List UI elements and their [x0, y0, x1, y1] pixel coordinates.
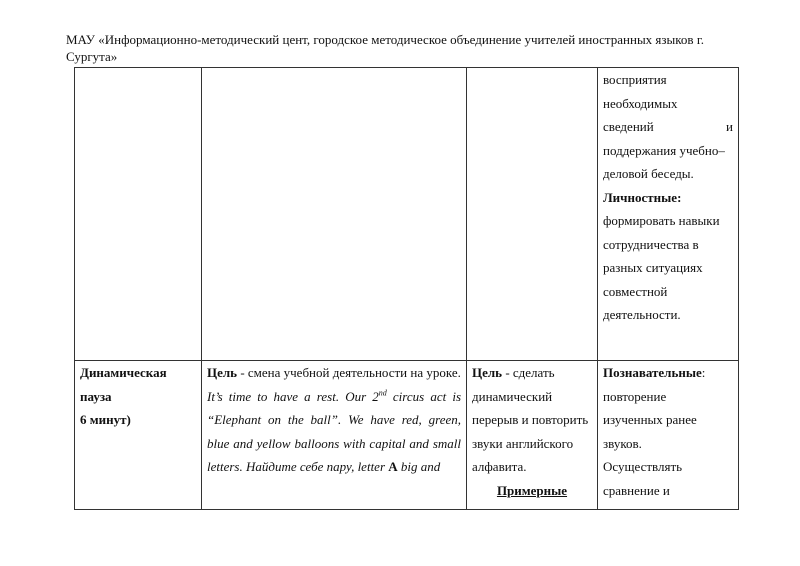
examples-label: Примерные	[496, 482, 568, 498]
text-line: сведений и	[603, 119, 733, 134]
letter-a: A	[388, 459, 398, 474]
table-row	[75, 68, 739, 361]
stage-cell	[75, 361, 202, 510]
goal-cell	[467, 68, 598, 361]
text-line: сравнение и	[603, 482, 670, 498]
activity-text: circus act is “Elephant on the ball”. We have red, green, blue and yellow balloons with capital and small letters. Найдите себе пару, letter	[207, 388, 461, 474]
table-row	[75, 361, 739, 510]
goal-label: Цель	[207, 365, 238, 380]
ordinal-suffix: nd	[378, 388, 387, 398]
personal-skills-label: Личностные:	[603, 189, 682, 205]
content-cell	[202, 361, 467, 510]
text-line: совместной	[603, 283, 668, 299]
skills-cell	[598, 361, 739, 510]
text-line: необходимых	[603, 95, 678, 111]
text-line: сотрудничества в	[603, 236, 699, 252]
activity-text: It’s time to have a rest. Our 2	[207, 388, 379, 404]
stage-title: пауза	[80, 388, 112, 404]
goal-text: - смена учебной деятельности на уроке.	[237, 365, 461, 380]
header-line-1: МАУ «Информационно-методический цент, городское методическое объединение учителей иностранных языков г.	[66, 32, 704, 47]
lesson-plan-table	[74, 67, 739, 510]
stage-title: Динамическая	[80, 365, 167, 380]
document-header	[66, 31, 746, 65]
stage-duration: 6 минут)	[80, 412, 131, 427]
text-line: Осуществлять	[603, 459, 683, 474]
colon: :	[701, 365, 706, 380]
stage-cell	[75, 68, 202, 361]
text-line: разных ситуациях	[603, 260, 703, 275]
text-line: звуков.	[603, 435, 642, 451]
text-line: деловой беседы.	[603, 166, 694, 181]
text-line: деятельности.	[603, 307, 681, 322]
goal-cell	[467, 361, 598, 510]
skills-cell	[598, 68, 739, 361]
text-line: формировать навыки	[603, 213, 720, 228]
text-line: повторение	[603, 388, 667, 404]
activity-text: big and	[397, 459, 441, 474]
goal-label: Цель	[472, 365, 503, 380]
text-line: поддержания учебно–	[603, 142, 725, 158]
goal-text: - сделать динамический перерыв и повторить звуки английского алфавита.	[472, 365, 589, 474]
header-line-2: Сургута»	[66, 49, 118, 64]
cognitive-skills-label: Познавательные	[603, 365, 702, 380]
text-line: изученных ранее	[603, 412, 697, 427]
text-line: восприятия	[603, 72, 667, 87]
content-cell	[202, 68, 467, 361]
